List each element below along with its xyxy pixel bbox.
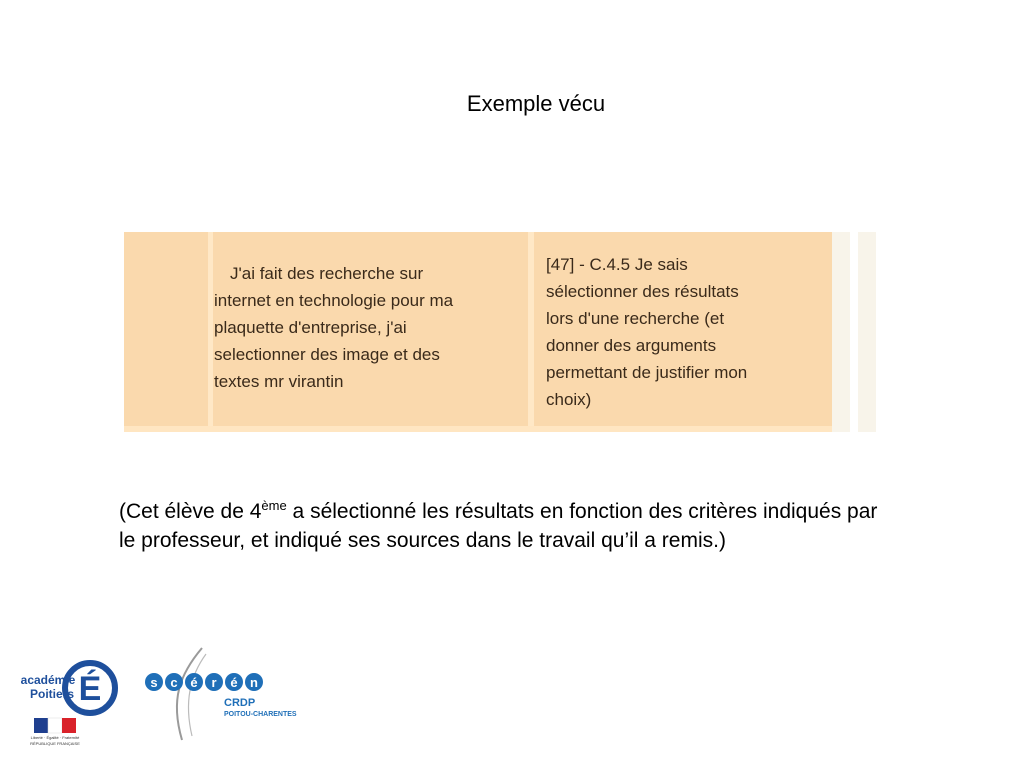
- sceren-letter: r: [211, 675, 217, 690]
- column-separator: [528, 232, 534, 432]
- student-comment-line: selectionner des image et des: [214, 345, 440, 364]
- sceren-letter: é: [230, 675, 238, 690]
- republic-motto: Liberté · Égalité · Fraternité: [30, 735, 80, 740]
- student-comment-line: plaquette d'entreprise, j'ai: [214, 318, 407, 337]
- slide-title: Exemple vécu: [466, 91, 606, 116]
- region-label: POITOU-CHARENTES: [224, 711, 297, 718]
- sceren-letter: n: [250, 675, 258, 690]
- competence-line: lors d'une recherche (et: [546, 309, 725, 328]
- sceren-letter: s: [150, 675, 158, 690]
- caption-text-end: a sélectionné les résultats en fonction des critères indiqués par le professeur, et indiqué ses sources dans le travail qu’il a remis.): [119, 500, 878, 552]
- student-comment-cell: [214, 260, 528, 395]
- sceren-letter-circles: [145, 673, 263, 691]
- academie-poitiers-logo: [18, 646, 122, 750]
- flag-red-band: [62, 718, 76, 733]
- sceren-letter: é: [190, 675, 198, 690]
- logo-swoosh: [188, 654, 206, 736]
- competence-line: [47] - C.4.5 Je sais: [546, 255, 688, 274]
- competence-cell: [546, 251, 832, 413]
- sceren-crdp-logo: [140, 644, 310, 744]
- competence-line: sélectionner des résultats: [546, 282, 739, 301]
- competence-line: donner des arguments: [546, 336, 717, 355]
- row-separator: [124, 426, 832, 432]
- competence-line: choix): [546, 390, 592, 409]
- student-comment-line: textes mr virantin: [214, 372, 344, 391]
- logo-e-glyph: É: [78, 670, 102, 708]
- right-margin-strip: [850, 232, 858, 432]
- competence-line: permettant de justifier mon: [546, 363, 748, 382]
- student-comment-line: J'ai fait des recherche sur: [230, 264, 424, 283]
- crdp-label: CRDP: [224, 697, 256, 709]
- caption-text-start: (Cet élève de 4: [119, 500, 262, 523]
- flag-blue-band: [34, 718, 48, 733]
- column-separator: [208, 232, 213, 432]
- republic-name: RÉPUBLIQUE FRANÇAISE: [30, 741, 80, 746]
- caption-paragraph: [119, 497, 879, 555]
- poitiers-word: Poitiers: [29, 687, 75, 701]
- student-comment-line: internet en technologie pour ma: [214, 291, 454, 310]
- sceren-letter: c: [170, 675, 178, 690]
- flag-white-band: [48, 718, 62, 733]
- caption-superscript: ème: [261, 498, 287, 513]
- excerpt-screenshot: [124, 232, 876, 432]
- academie-word: académie: [20, 673, 76, 687]
